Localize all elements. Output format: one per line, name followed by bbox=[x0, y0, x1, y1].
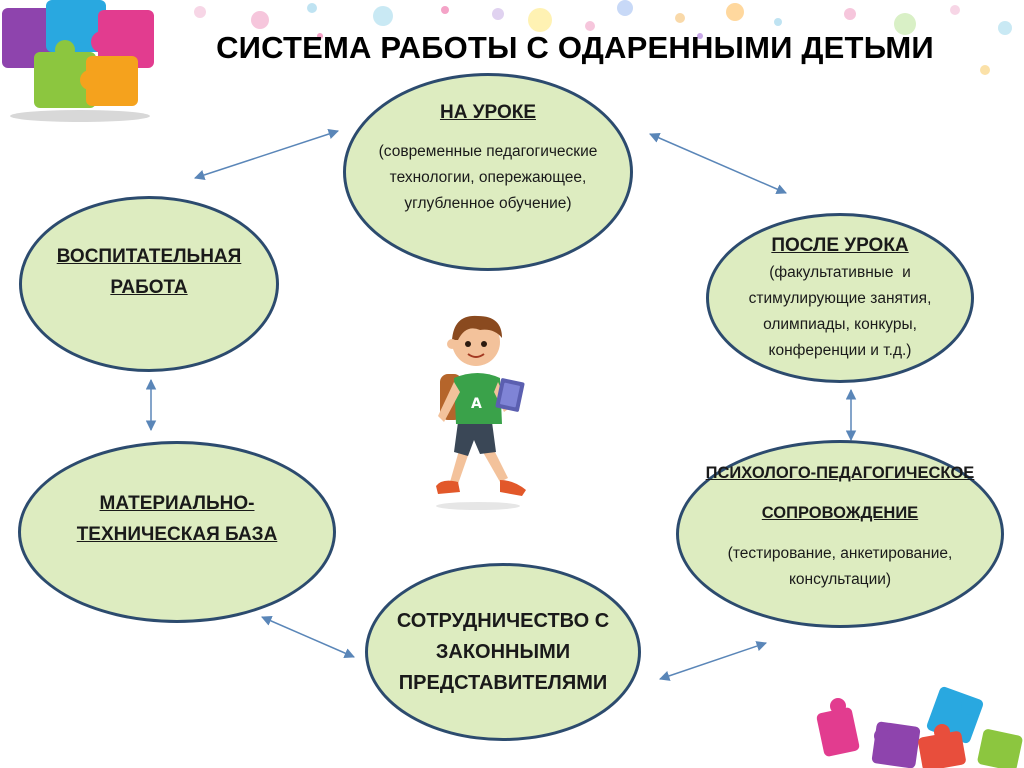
node-material-heading-line: МАТЕРИАЛЬНО- bbox=[99, 493, 255, 514]
node-psych-heading-line: СОПРОВОЖДЕНИЕ bbox=[761, 504, 919, 522]
node-after-lesson-desc-line: олимпиады, конкуры, bbox=[763, 316, 917, 333]
node-after-lesson bbox=[706, 213, 974, 383]
node-after-lesson-desc-line: (факультативные и bbox=[769, 264, 911, 281]
arrow-upbringing-lesson bbox=[195, 131, 338, 178]
shirt-letter: A bbox=[471, 396, 482, 412]
arrow-lesson-after bbox=[650, 134, 786, 193]
node-after-lesson-heading: ПОСЛЕ УРОКА bbox=[771, 235, 909, 256]
node-cooperation bbox=[365, 563, 641, 741]
node-lesson bbox=[343, 73, 633, 271]
node-material-heading-line: ТЕХНИЧЕСКАЯ БАЗА bbox=[76, 524, 278, 545]
node-psych-desc-line: (тестирование, анкетирование, bbox=[727, 545, 953, 562]
node-psych-heading-line: ПСИХОЛОГО-ПЕДАГОГИЧЕСКОЕ bbox=[705, 464, 975, 482]
node-after-lesson-desc-line: стимулирующие занятия, bbox=[748, 290, 932, 307]
page-title: СИСТЕМА РАБОТЫ С ОДАРЕННЫМИ ДЕТЬМИ bbox=[216, 30, 934, 65]
node-coop-heading-line: ЗАКОННЫМИ bbox=[435, 640, 571, 663]
node-psych-support bbox=[676, 440, 1004, 628]
arrow-material-coop bbox=[262, 617, 354, 657]
node-lesson-heading: НА УРОКЕ bbox=[439, 102, 536, 123]
arrow-coop-psych bbox=[660, 643, 766, 679]
schoolboy-icon bbox=[418, 312, 538, 512]
node-after-lesson-desc-line: конференции и т.д.) bbox=[768, 342, 912, 359]
node-coop-heading-line: СОТРУДНИЧЕСТВО С bbox=[396, 609, 610, 632]
node-material-base bbox=[18, 441, 336, 623]
node-coop-heading-line: ПРЕДСТАВИТЕЛЯМИ bbox=[398, 671, 608, 694]
node-upbringing-heading-line: ВОСПИТАТЕЛЬНАЯ bbox=[56, 246, 242, 267]
node-lesson-desc-line: углубленное обучение) bbox=[404, 195, 572, 212]
node-psych-desc-line: консультации) bbox=[788, 571, 892, 588]
node-upbringing bbox=[19, 196, 279, 372]
node-lesson-desc-line: технологии, опережающее, bbox=[389, 169, 587, 186]
node-lesson-desc-line: (современные педагогические bbox=[378, 143, 598, 160]
node-upbringing-heading-line: РАБОТА bbox=[110, 277, 188, 298]
